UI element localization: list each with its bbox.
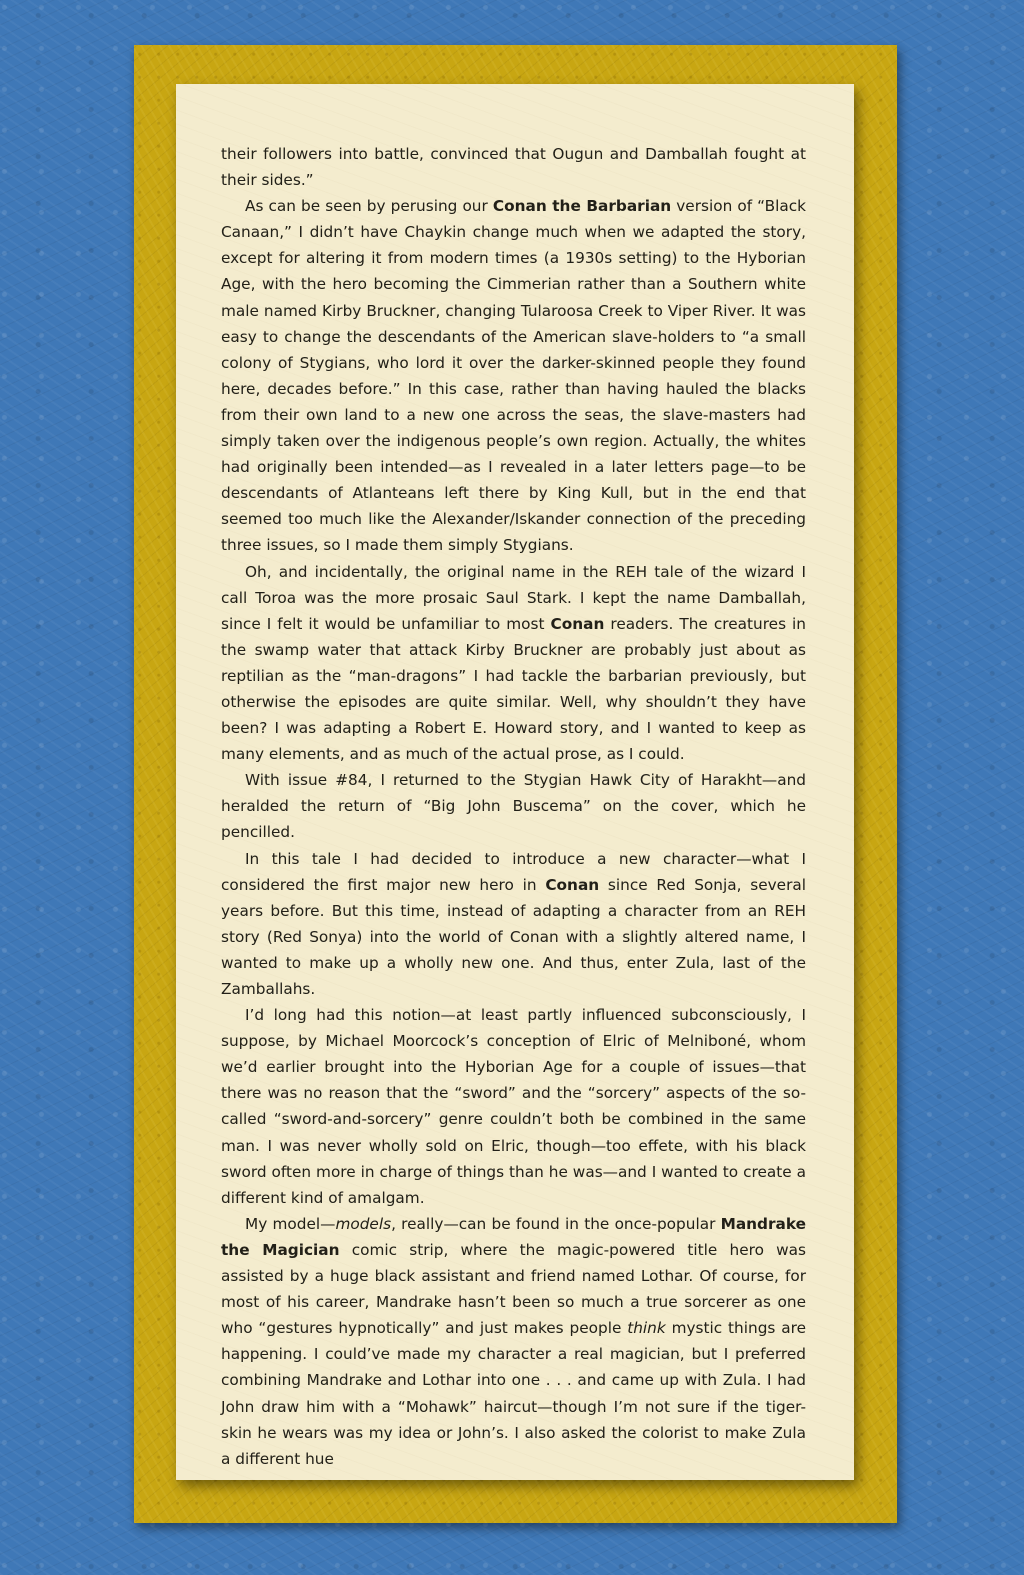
paragraph-4: With issue #84, I returned to the Stygian Hawk City of Harakht—and heralded the return of “Big John Buscema” on the cover, which he pencilled. xyxy=(221,771,806,842)
paragraph-6: I’d long had this notion—at least partly influenced subconsciously, I suppose, by Michael Moorcock’s conception of Elric of Melniboné, whom we’d earlier brought into the Hyborian Age for a couple of issues—that there was no reason that the “sword” and the “sorcery” aspects of the so-called “sword-and-sorcery” genre couldn’t both be combined in the same man. I was never wholly sold on Elric, though—too effete, with his black sword often more in charge of things than he was—and I wanted to create a different kind of amalgam. xyxy=(221,1006,806,1207)
italic-emphasis: think xyxy=(627,1319,666,1338)
title-emphasis: Conan xyxy=(545,875,600,894)
italic-emphasis: models xyxy=(335,1214,392,1233)
paragraph-7: My model—models, really—can be found in the once-popular Mandrake the Magician comic strip, where the magic-powered title hero was assisted by a huge black assistant and friend named Lothar. Of course, for most of his career, Mandrake hasn’t been so much a true sorcerer as one who “gestures hypnotically” and just makes people think mystic things are happening. I could’ve made my character a real magician, but I preferred combining Mandrake and Lothar into one . . . and came up with Zula. I had John draw him with a “Mohawk” haircut—though I’m not sure if the tiger-skin he wears was my idea or John’s. I also asked the colorist to make Zula a different hue xyxy=(221,1214,807,1468)
article-body xyxy=(221,141,806,1472)
paragraph-3: Oh, and incidentally, the original name in the REH tale of the wizard I call Toroa was the more prosaic Saul Stark. I kept the name Damballah, since I felt it would be unfamiliar to most Conan readers. The creatures in the swamp water that attack Kirby Bruckner are probably just about as reptilian as the “man-dragons” I had tackle the barbarian previously, but otherwise the episodes are quite similar. Well, why shouldn’t they have been? I was adapting a Robert E. Howard story, and I wanted to keep as many elements, and as much of the actual prose, as I could. xyxy=(221,562,807,764)
title-emphasis: Conan the Barbarian xyxy=(492,197,672,216)
title-emphasis: Conan xyxy=(550,614,605,633)
paragraph-5: In this tale I had decided to introduce a new character—what I considered the first major new hero in Conan since Red Sonja, several years before. But this time, instead of adapting a character from an REH story (Red Sonya) into the world of Conan with a slightly altered name, I wanted to make up a wholly new one. And thus, enter Zula, last of the Zamballahs. xyxy=(221,849,806,998)
paragraph-2: As can be seen by perusing our Conan the Barbarian version of “Black Canaan,” I didn’t have Chaykin change much when we adapted the story, except for altering it from modern times (a 1930s setting) to the Hyborian Age, with the hero becoming the Cimmerian rather than a Southern white male named Kirby Bruckner, changing Tularoosa Creek to Viper River. It was easy to change the descendants of the American slave-holders to “a small colony of Stygians, who lord it over the darker-skinned people they found here, decades before.” In this case, rather than having hauled the blacks from their own land to a new one across the seas, the slave-masters had simply taken over the indigenous people’s own region. Actually, the whites had originally been intended—as I revealed in a later letters page—to be descendants of Atlanteans left there by King Kull, but in the end that seemed too much like the Alexander/Iskander connection of the preceding three issues, so I made them simply Stygians. xyxy=(221,197,806,555)
title-emphasis: Mandrake the Magician xyxy=(221,1214,807,1259)
paragraph-1: their followers into battle, convinced that Ougun and Damballah fought at their sides.” xyxy=(221,145,806,190)
